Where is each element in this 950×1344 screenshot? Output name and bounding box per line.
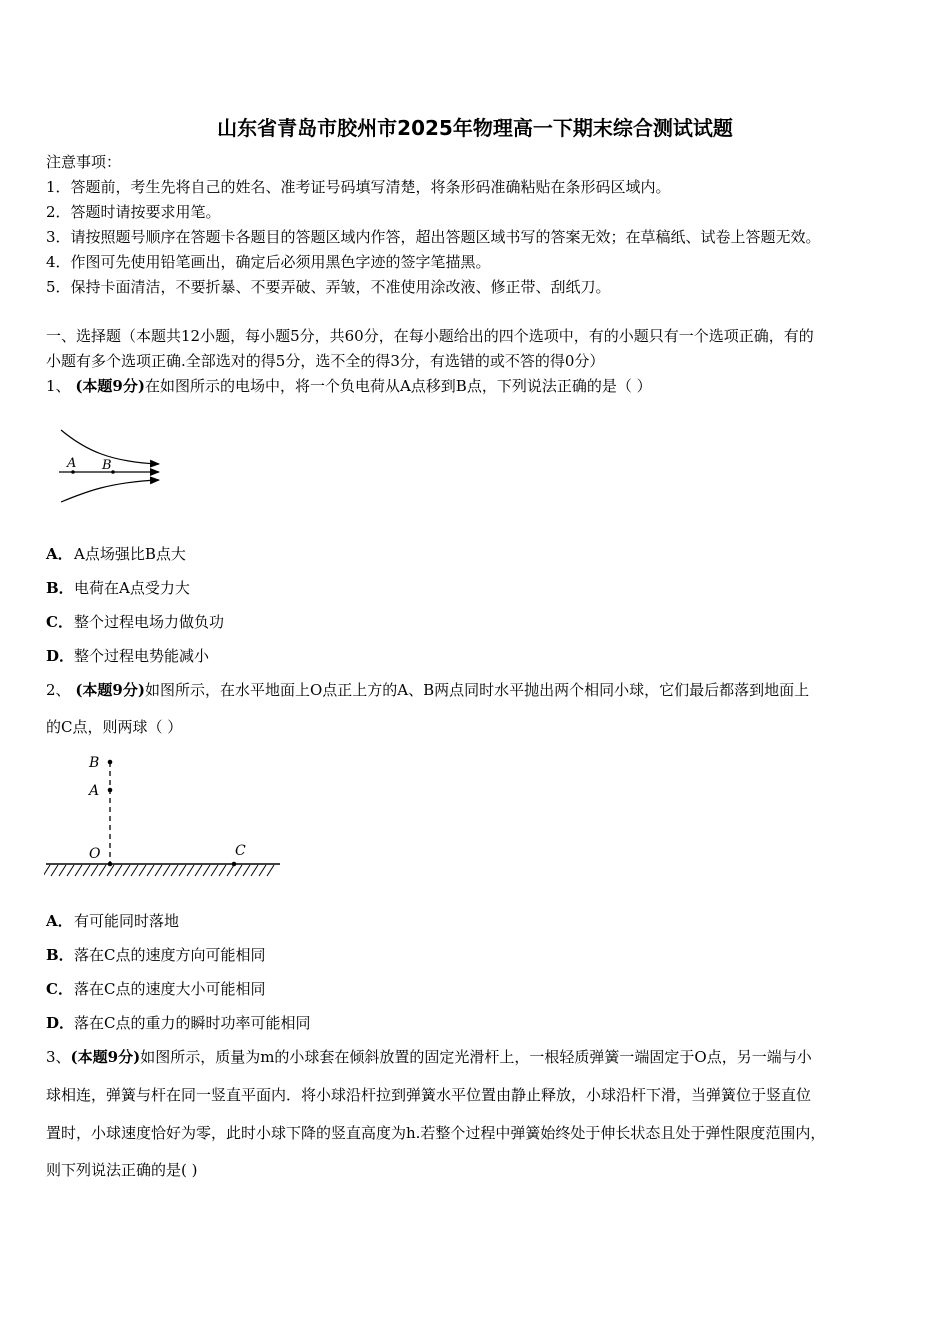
point-o-label: O [89, 846, 101, 862]
option-text: 落在C点的速度方向可能相同 [74, 946, 266, 964]
question-3-stem-line3: 置时，小球速度恰好为零，此时小球下降的竖直高度为h.若整个过程中弹簧始终处于伸长状态且处于弹性限度范围内， [46, 1124, 826, 1142]
electric-field-figure [55, 422, 170, 507]
option-text: 有可能同时落地 [74, 912, 180, 930]
option-letter: A． [46, 545, 73, 563]
section-instructions-line2: 小题有多个选项正确.全部选对的得5分，选不全的得3分，有选错的或不答的得0分） [46, 352, 605, 370]
hatch-mark [171, 865, 178, 876]
hatch-mark [75, 865, 82, 876]
option-d [46, 646, 912, 666]
question-3-stem-line2: 球相连，弹簧与杆在同一竖直平面内．将小球沿杆拉到弹簧水平位置由静止释放，小球沿杆下滑，当弹簧位于竖直位 [46, 1086, 812, 1104]
option-b [46, 578, 912, 598]
option-text: 整个过程电场力做负功 [74, 613, 225, 631]
page-title: 山东省青岛市胶州市2025年物理高一下期末综合测试试题 [217, 116, 733, 140]
projectile-figure [44, 752, 284, 882]
option-letter: B． [46, 579, 74, 597]
hatch-mark [195, 865, 202, 876]
option-a [46, 911, 912, 931]
hatch-mark [251, 865, 258, 876]
question-1-stem [46, 376, 912, 396]
option-c [46, 612, 912, 632]
question-number: 3、 [46, 1048, 71, 1066]
hatch-mark [155, 865, 162, 876]
question-3-stem-line4: 则下列说法正确的是( ) [46, 1161, 198, 1179]
hatch-mark [179, 865, 186, 876]
option-text: 落在C点的重力的瞬时功率可能相同 [74, 1014, 311, 1032]
option-letter: C． [46, 980, 73, 998]
hatch-mark [219, 865, 226, 876]
question-score: (本题9分) [75, 377, 145, 395]
hatch-mark [227, 865, 234, 876]
hatch-mark [163, 865, 170, 876]
field-line-lower [61, 480, 159, 502]
option-text: 落在C点的速度大小可能相同 [74, 980, 266, 998]
hatch-mark [235, 865, 242, 876]
option-letter: D． [46, 647, 75, 665]
hatch-mark [115, 865, 122, 876]
option-letter: A． [46, 912, 73, 930]
question-number: 2、 [46, 681, 71, 699]
point-a-label: A [67, 456, 77, 471]
hatch-mark [259, 865, 266, 876]
hatch-mark [187, 865, 194, 876]
point-b-label: B [89, 755, 100, 771]
option-d [46, 1013, 912, 1033]
point-b-dot [108, 760, 113, 765]
option-letter: C． [46, 613, 73, 631]
notice-item: 1．答题前，考生先将自己的姓名、准考证号码填写清楚，将条形码准确粘贴在条形码区域内。 [46, 178, 671, 196]
notice-item: 4．作图可先使用铅笔画出，确定后必须用黑色字迹的签字笔描黑。 [46, 253, 491, 271]
notice-header: 注意事项： [46, 153, 122, 171]
point-a-label: A [89, 783, 100, 799]
question-2-stem-line2: 的C点，则两球（ ） [46, 718, 183, 736]
hatch-mark [91, 865, 98, 876]
option-letter: B． [46, 946, 74, 964]
point-c-label: C [235, 843, 246, 859]
question-3-stem-line1 [46, 1047, 912, 1067]
section-instructions-line1: 一、选择题（本题共12小题，每小题5分，共60分，在每小题给出的四个选项中，有的小题只有一个选项正确，有的 [46, 327, 814, 345]
question-score: (本题9分) [70, 1048, 141, 1066]
hatch-mark [59, 865, 66, 876]
option-letter: D． [46, 1014, 75, 1032]
question-number: 1、 [46, 377, 71, 395]
point-b-label: B [102, 458, 112, 473]
hatch-mark [83, 865, 90, 876]
option-text: 电荷在A点受力大 [74, 579, 190, 597]
point-a-dot [108, 788, 113, 793]
hatch-mark [67, 865, 74, 876]
option-text: 整个过程电势能减小 [74, 647, 210, 665]
hatch-mark [139, 865, 146, 876]
hatch-mark [243, 865, 250, 876]
question-text: 如图所示，在水平地面上O点正上方的A、B两点同时水平抛出两个相同小球，它们最后都落到地面上 [144, 681, 810, 699]
notice-item: 2．答题时请按要求用笔。 [46, 203, 221, 221]
hatch-mark [211, 865, 218, 876]
ground-hatching [44, 865, 274, 876]
option-c [46, 979, 912, 999]
question-text: 在如图所示的电场中，将一个负电荷从A点移到B点，下列说法正确的是（ ） [144, 377, 652, 395]
hatch-mark [267, 865, 274, 876]
question-text: 如图所示，质量为m的小球套在倾斜放置的固定光滑杆上，一根轻质弹簧一端固定于O点，另一端与小 [140, 1048, 812, 1066]
notice-item: 5．保持卡面清洁，不要折暴、不要弄破、弄皱，不准使用涂改液、修正带、刮纸刀。 [46, 278, 611, 296]
option-a [46, 544, 912, 564]
hatch-mark [99, 865, 106, 876]
option-b [46, 945, 912, 965]
hatch-mark [51, 865, 58, 876]
hatch-mark [107, 865, 114, 876]
question-2-stem-line1 [46, 680, 912, 700]
hatch-mark [123, 865, 130, 876]
option-text: A点场强比B点大 [74, 545, 186, 563]
hatch-mark [203, 865, 210, 876]
notice-item: 3．请按照题号顺序在答题卡各题目的答题区域内作答，超出答题区域书写的答案无效；在草稿纸、试卷上答题无效。 [46, 228, 821, 246]
hatch-mark [131, 865, 138, 876]
hatch-mark [44, 865, 50, 876]
question-score: (本题9分) [75, 681, 145, 699]
point-b-dot [111, 470, 115, 474]
hatch-mark [147, 865, 154, 876]
